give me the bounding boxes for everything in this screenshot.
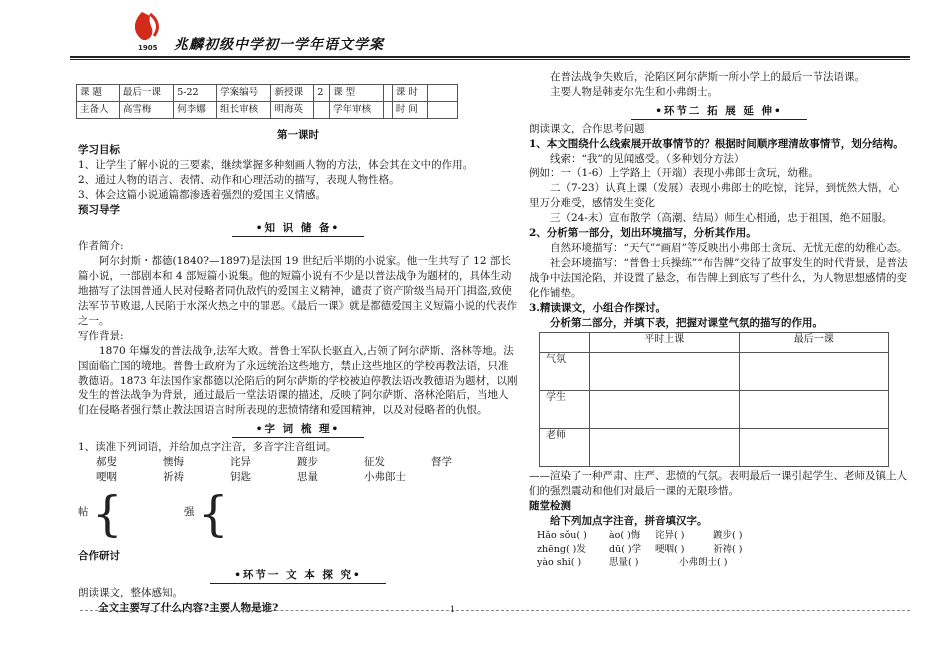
goal-item: 1、让学生了解小说的三要素，继续掌握多种刻画人物的方法，体会其在文中的作用。 bbox=[78, 158, 474, 171]
word: 哽咽 bbox=[96, 470, 117, 483]
table-header: 平时上课 bbox=[590, 333, 740, 353]
page-title: 兆麟初级中学初一学年语文学案 bbox=[174, 37, 384, 53]
word: 征发 bbox=[364, 456, 385, 469]
question-1: 1、本文围绕什么线索展开故事情节的？根据时间顺序理清故事情节，划分结构。 bbox=[529, 137, 904, 150]
q3-task: 分析第二部分，并填下表，把握对课堂气氛的描写的作用。 bbox=[550, 316, 823, 329]
exercise-row bbox=[529, 529, 909, 542]
word: 钥匙 bbox=[230, 470, 251, 483]
exercise-item: dū( )学 bbox=[609, 543, 642, 555]
exercise-item: 小弗朗士( ) bbox=[679, 557, 728, 568]
goals-title: 学习目标 bbox=[78, 143, 120, 156]
info-cell: 组长审核 bbox=[217, 102, 271, 119]
header-divider-thin bbox=[70, 59, 910, 60]
info-cell: 新授课 bbox=[271, 85, 314, 102]
word: 懊悔 bbox=[163, 456, 184, 469]
footer-divider bbox=[80, 610, 910, 611]
read-task: 朗读课文，整体感知。 bbox=[78, 586, 183, 599]
word: 郝叟 bbox=[96, 456, 117, 469]
background-text: 1870 年爆发的普法战争,法军大败。普鲁士军队长驱直入,占领了阿尔萨斯、洛林等地。法国面临亡国的境地。普鲁士政府为了永远统治这些地方，禁止这些地区的学校再教法语，只准教德语。1873 年法国作家都德以沦陷后的阿尔萨斯的学校被迫停教法语改教德语为题材，以刚发生的普法战争为背景，通过最后一堂法语课的描述，反映了阿尔萨斯、洛林沦陷后，当地人们在侵略者强行禁止教法国语言时所表现的悲愤情绪和爱国精神，以及对侵略者的仇恨。 bbox=[78, 344, 518, 417]
page-number: 1 bbox=[450, 605, 456, 614]
table-cell[interactable] bbox=[590, 353, 740, 391]
info-cell: 何李娜 bbox=[174, 102, 217, 119]
main-question: 全文主要写了什么内容?主要人物是谁? bbox=[98, 601, 279, 614]
word-row-1 bbox=[78, 455, 498, 470]
table-row bbox=[540, 429, 889, 467]
section2-heading-text: •环节二 拓 展 延 伸• bbox=[631, 104, 807, 120]
vocab-heading bbox=[78, 422, 518, 438]
logo-year: 1905 bbox=[138, 44, 158, 52]
exercise-item: 诧异( ) bbox=[655, 530, 685, 542]
q1-part2: 二（7-23）认真上课（发展）表现小弗郎士的吃惊，诧异，到恍然大悟，心里万分难受，感情发生变化 bbox=[529, 182, 900, 210]
q1-example: 例如：一（1-6）上学路上（开端）表现小弗郎士贪玩，幼稚。 bbox=[529, 167, 819, 180]
exercise-item: zhēng( )发 bbox=[537, 543, 586, 555]
word: 祈祷 bbox=[163, 470, 184, 483]
info-cell: 最后一课 bbox=[119, 85, 173, 102]
table-cell[interactable] bbox=[590, 391, 740, 429]
info-cell: 5-22 bbox=[174, 85, 217, 102]
table-cell[interactable] bbox=[739, 353, 889, 391]
coop-title: 合作研讨 bbox=[78, 549, 120, 562]
lesson-heading: 第一课时 bbox=[277, 129, 319, 141]
summary-line: 在普法战争失败后，沦陷区阿尔萨斯一所小学上的最后一节法语课。 bbox=[550, 71, 865, 83]
q1-part3: 三（24-末）宣布散学（高潮、结局）师生心相通，忠于祖国，绝不屈服。 bbox=[550, 212, 893, 225]
vocab-task: 1、读准下列词语，并给加点字注音，多音字注音组词。 bbox=[78, 441, 337, 454]
table-header-row bbox=[540, 333, 889, 353]
q1-clue: 线索：“我”的见闻感受。（多种划分方法） bbox=[550, 152, 745, 165]
table-header bbox=[540, 333, 590, 353]
q2-social: 社会环境描写：“普鲁士兵操练”“布告牌”交待了故事发生的时代背景，是普法战争中法国沦陷，并设置了悬念，布告牌上到底写了些什么，为人物思想感情的变化作铺垫。 bbox=[529, 256, 908, 299]
info-cell bbox=[428, 102, 458, 119]
info-cell: 学案编号 bbox=[217, 85, 271, 102]
table-row-label: 学生 bbox=[540, 391, 590, 429]
word: 小弗郎士 bbox=[364, 470, 406, 483]
question-3: 3.精读课文，小组合作探讨。 bbox=[529, 301, 666, 314]
section1-heading-text: •环节一 文 本 探 究• bbox=[210, 568, 386, 584]
summary-line: 主要人物是韩麦尔先生和小弗朗士。 bbox=[550, 85, 718, 98]
background-label: 写作背景: bbox=[78, 329, 124, 342]
table-cell[interactable] bbox=[739, 429, 889, 467]
exercise-row bbox=[529, 543, 909, 556]
info-cell: 课 型 bbox=[330, 85, 384, 102]
q2-nature: 自然环境描写：“天气”“画眉”等反映出小弗郎士贪玩、无忧无虑的幼稚心态。 bbox=[550, 241, 908, 254]
info-row-1 bbox=[77, 85, 458, 102]
section2-heading bbox=[529, 104, 909, 120]
goal-item: 3、体会这篇小说通篇都渗透着强烈的爱国主义情感。 bbox=[78, 188, 327, 201]
polyphone-char-2: 强 bbox=[184, 505, 195, 518]
table-cell[interactable] bbox=[590, 429, 740, 467]
atmosphere-table bbox=[539, 332, 889, 467]
brace-icon: { bbox=[198, 485, 229, 542]
info-cell bbox=[384, 85, 392, 102]
header-divider bbox=[70, 56, 910, 58]
lesson-info-table bbox=[76, 84, 458, 119]
think-task: 朗读课文，合作思考问题 bbox=[529, 122, 645, 135]
knowledge-heading-text: •知 识 储 备• bbox=[232, 221, 364, 237]
exercise-item: 思量( ) bbox=[609, 557, 639, 568]
preview-title: 预习导学 bbox=[78, 203, 120, 216]
author-label: 作者简介: bbox=[78, 240, 124, 253]
exercise-item: 祈祷( ) bbox=[713, 543, 743, 555]
info-cell bbox=[314, 102, 330, 119]
info-row-2 bbox=[77, 102, 458, 119]
table-header: 最后一课 bbox=[739, 333, 889, 353]
polyphone-char-1: 帖 bbox=[78, 505, 89, 518]
info-cell bbox=[428, 85, 458, 102]
info-cell: 课 时 bbox=[392, 85, 427, 102]
exercise-item: yào shi( ) bbox=[537, 557, 582, 568]
q3-answer: ——渲染了一种严肃、庄严、悲愤的气氛。表明最后一课引起学生、老师及镇上人们的强烈震动和他们对最后一课的无限珍惜。 bbox=[529, 470, 907, 498]
exercise-item: 哽咽( ) bbox=[655, 543, 685, 555]
exercise-row bbox=[529, 556, 909, 569]
word-row-2 bbox=[78, 470, 498, 485]
check-task: 给下列加点字注音，拼音填汉字。 bbox=[550, 515, 708, 528]
info-cell bbox=[384, 102, 392, 119]
exercise-item: Hǎo sǒu( ) bbox=[537, 530, 587, 542]
exercise-item: ào( )悔 bbox=[609, 530, 641, 542]
check-title: 随堂检测 bbox=[529, 500, 571, 513]
info-cell: 时 间 bbox=[392, 102, 427, 119]
vocab-heading-text: •字 词 梳 理• bbox=[232, 422, 364, 438]
word: 踱步 bbox=[297, 456, 318, 469]
knowledge-heading bbox=[78, 221, 518, 237]
author-text: 阿尔封斯・都德(1840?—1897)是法国 19 世纪后半期的小说家。他一生共写了 12 部长篇小说，一部剧本和 4 部短篇小说集。他的短篇小说有不少是以普法战争为题材的，具体生动地描写了法国普通人民对侵略者同仇敌忾的爱国主义精神，谴责了资产阶级当局开门揖盗,致使法军节节败退,人民陷于水深火热之中的罪恶。《最后一课》就是都德爱国主义短篇小说的代表作之一。 bbox=[78, 255, 518, 327]
word: 诧异 bbox=[230, 456, 251, 469]
word: 督学 bbox=[431, 456, 452, 469]
info-cell: 2 bbox=[314, 85, 330, 102]
table-row-label: 老师 bbox=[540, 429, 590, 467]
table-row bbox=[540, 353, 889, 391]
info-cell: 主备人 bbox=[77, 102, 120, 119]
question-2: 2、分析第一部分，划出环境描写，分析其作用。 bbox=[529, 227, 757, 240]
info-cell: 学年审核 bbox=[330, 102, 384, 119]
info-cell: 明海英 bbox=[271, 102, 314, 119]
right-column bbox=[529, 70, 909, 569]
table-cell[interactable] bbox=[739, 391, 889, 429]
brace-icon: { bbox=[92, 485, 123, 542]
school-logo bbox=[128, 10, 168, 54]
goal-item: 2、通过人物的语言、表情、动作和心理活动的描写，表现人物性格。 bbox=[78, 173, 400, 186]
polyphone-area bbox=[78, 485, 518, 545]
table-row bbox=[540, 391, 889, 429]
exercise-item: 踱步( ) bbox=[713, 530, 743, 542]
info-cell: 课 题 bbox=[77, 85, 120, 102]
section1-heading bbox=[78, 568, 518, 584]
info-cell: 高雪梅 bbox=[119, 102, 173, 119]
word: 思量 bbox=[297, 470, 318, 483]
table-row-label: 气氛 bbox=[540, 353, 590, 391]
left-column bbox=[78, 128, 518, 615]
